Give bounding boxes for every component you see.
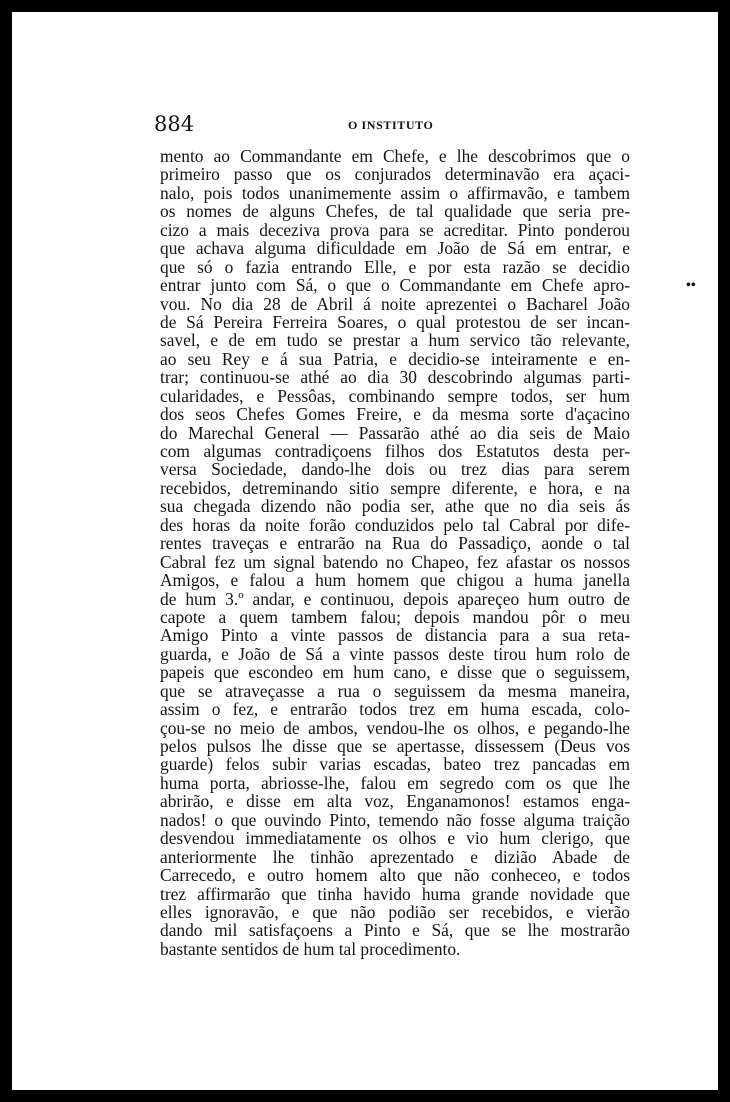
text-line: vou. No dia 28 de Abril á noite aprezentei o Bacharel João: [160, 293, 630, 314]
text-line: cizo a mais deceziva prova para se acreditar. Pinto ponderou: [160, 219, 630, 240]
text-line: mento ao Commandante em Chefe, e lhe descobrimos que o: [160, 146, 630, 166]
text-line: recebidos, detreminando sitio sempre diferente, e hora, e na: [160, 477, 630, 498]
text-line: de hum 3.º andar, e continuou, depois apareçeo hum outro de: [160, 588, 630, 609]
page-number: 884: [154, 112, 195, 136]
text-line: sua chegada dizendo não podia ser, athe que no dia seis ás: [160, 496, 630, 517]
text-line: huma porta, abriosse-lhe, falou em segredo com os que lhe: [160, 772, 630, 793]
text-line: nados! o que ouvindo Pinto, temendo não fosse alguma traição: [160, 809, 630, 830]
text-line: dando mil satisfaçoens a Pinto e Sá, que se lhe mostrarão: [160, 920, 630, 941]
text-line: Amigo Pinto a vinte passos de distancia para a sua reta-: [160, 625, 630, 646]
text-line: nalo, pois todos unanimemente assim o affirmavão, e tambem: [160, 182, 630, 203]
text-line: guarde) felos subir varias escadas, bateo trez pancadas em: [160, 754, 630, 775]
text-line: guarda, e João de Sá a vinte passos deste tirou hum rolo de: [160, 643, 630, 664]
text-line: pelos pulsos lhe disse que se apertasse, dissessem (Deus vos: [160, 736, 630, 756]
text-line: Cabral fez um signal batendo no Chapeo, fez afastar os nossos: [160, 551, 630, 572]
text-line: anteriormente lhe tinhão aprezentado e dizião Abade de: [160, 846, 630, 867]
text-line: de Sá Pereira Ferreira Soares, o qual protestou de ser incan-: [160, 311, 630, 332]
text-line: com algumas contradiçoens filhos dos Estatutos desta per-: [160, 441, 630, 461]
text-line: que achava alguma dificuldade em João de Sá em entrar, e: [160, 238, 630, 259]
text-line: ao seu Rey e á sua Patria, e decidio-se inteiramente e en-: [160, 348, 630, 369]
text-line: abrirão, e disse em alta voz, Enganamonos! estamos enga-: [160, 791, 630, 812]
text-line: desvendou immediatamente os olhos e vio hum clerigo, que: [160, 828, 630, 849]
text-line: versa Sociedade, dando-lhe dois ou trez dias para serem: [160, 459, 630, 480]
text-line: entrar junto com Sá, o que o Commandante em Chefe apro-: [160, 275, 630, 296]
text-line: savel, e de em tudo se prestar a hum servico tão relevante,: [160, 330, 630, 351]
text-line: do Marechal General — Passarão athé ao dia seis de Maio: [160, 422, 630, 443]
text-line: trar; continuou-se athé ao dia 30 descobrindo algumas parti-: [160, 367, 630, 388]
text-line: capote a quem tambem falou; depois mandou pôr o meu: [160, 606, 630, 627]
text-line: trez affirmarão que tinha havido huma grande novidade que: [160, 883, 630, 904]
text-line: çou-se no meio de ambos, vendou-lhe os olhos, e pegando-lhe: [160, 717, 630, 738]
text-line: que se atraveçasse a rua o seguissem da mesma maneira,: [160, 680, 630, 701]
text-line: des horas da noite forão conduzidos pelo tal Cabral por dife-: [160, 514, 630, 535]
text-line: elles ignoravão, e que não podião ser recebidos, e vierão: [160, 901, 630, 922]
margin-note: ••: [686, 278, 696, 293]
page-header: [154, 112, 634, 142]
body-text: [160, 147, 630, 958]
text-line: primeiro passo que os conjurados determinavão era açaci-: [160, 164, 630, 185]
text-line: bastante sentidos de hum tal procedimento.: [160, 938, 461, 959]
text-line: Amigos, e falou a hum homem que chigou a huma janella: [160, 570, 630, 591]
text-line: dos seos Chefes Gomes Freire, e da mesma sorte d'açacino: [160, 404, 630, 425]
text-line: papeis que escondeo em hum cano, e disse que o seguissem,: [160, 662, 630, 683]
text-line: assim o fez, e entrarão todos trez em huma escada, colo-: [160, 699, 630, 720]
running-head: O INSTITUTO: [348, 118, 434, 132]
text-line: cularidades, e Pessôas, combinando sempre todos, ser hum: [160, 385, 630, 406]
text-line: os nomes de alguns Chefes, de tal qualidade que seria pre-: [160, 201, 630, 222]
text-line: rentes traveças e entrarão na Rua do Passadiço, aonde o tal: [160, 533, 630, 554]
text-line: Carrecedo, e outro homem alto que não conheceo, e todos: [160, 865, 630, 886]
text-line: que só o fazia entrando Elle, e por esta razão se decidio: [160, 256, 630, 277]
